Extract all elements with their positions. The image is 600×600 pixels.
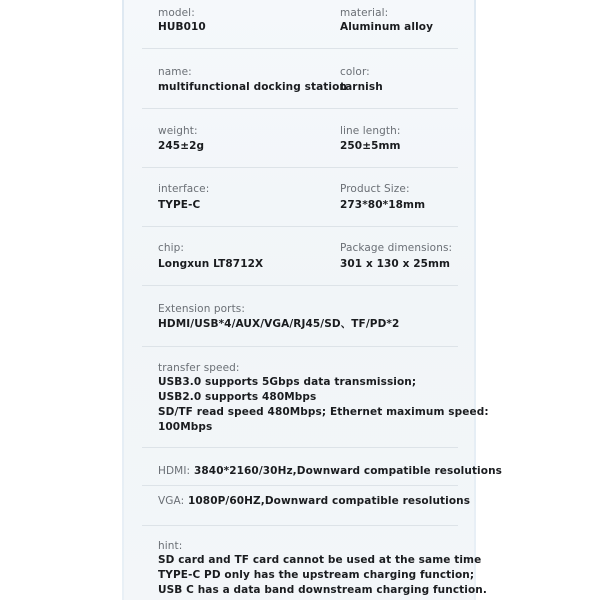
model-label: model: — [158, 7, 195, 19]
product-size-value: 273*80*18mm — [340, 199, 426, 211]
chip-value: Longxun LT8712X — [158, 258, 264, 270]
hint-line: SD card and TF card cannot be used at the same time — [158, 554, 482, 566]
divider — [142, 447, 458, 448]
material-label: material: — [340, 7, 389, 19]
weight-label: weight: — [158, 125, 198, 137]
package-dimensions-value: 301 x 130 x 25mm — [340, 258, 451, 270]
divider — [142, 226, 458, 227]
extension-ports-label: Extension ports: — [158, 303, 246, 315]
interface-label: interface: — [158, 183, 210, 195]
package-dimensions-label: Package dimensions: — [340, 242, 453, 254]
product-size-label: Product Size: — [340, 183, 410, 195]
name-value: multifunctional docking station — [158, 81, 347, 93]
transfer-speed-label: transfer speed: — [158, 362, 240, 374]
transfer-speed-line: USB2.0 supports 480Mbps — [158, 391, 317, 403]
weight-value: 245±2g — [158, 140, 205, 152]
divider — [142, 485, 458, 486]
color-value: tarnish — [340, 81, 383, 93]
divider — [142, 167, 458, 168]
line-length-value: 250±5mm — [340, 140, 401, 152]
hint-line: TYPE-C PD only has the upstream charging function; — [158, 569, 475, 581]
divider — [142, 346, 458, 347]
transfer-speed-line: USB3.0 supports 5Gbps data transmission; — [158, 376, 417, 388]
hdmi-value: 3840*2160/30Hz,Downward compatible resolutions — [194, 465, 502, 477]
color-label: color: — [340, 66, 370, 78]
divider — [142, 48, 458, 49]
transfer-speed-line: 100Mbps — [158, 421, 213, 433]
divider — [142, 108, 458, 109]
material-value: Aluminum alloy — [340, 21, 434, 33]
vga-label: VGA: — [158, 495, 185, 507]
divider — [142, 525, 458, 526]
panel-border-left — [122, 0, 124, 600]
transfer-speed-line: SD/TF read speed 480Mbps; Ethernet maximum speed: — [158, 406, 489, 418]
hint-label: hint: — [158, 540, 183, 552]
hint-line: USB C has a data band downstream charging function. — [158, 584, 487, 596]
interface-value: TYPE-C — [158, 199, 201, 211]
model-value: HUB010 — [158, 21, 206, 33]
panel-border-right — [474, 0, 476, 600]
divider — [142, 285, 458, 286]
extension-ports-value: HDMI/USB*4/AUX/VGA/RJ45/SD、TF/PD*2 — [158, 318, 400, 330]
hdmi-label: HDMI: — [158, 465, 191, 477]
name-label: name: — [158, 66, 192, 78]
line-length-label: line length: — [340, 125, 401, 137]
chip-label: chip: — [158, 242, 185, 254]
vga-value: 1080P/60HZ,Downward compatible resolutions — [188, 495, 471, 507]
